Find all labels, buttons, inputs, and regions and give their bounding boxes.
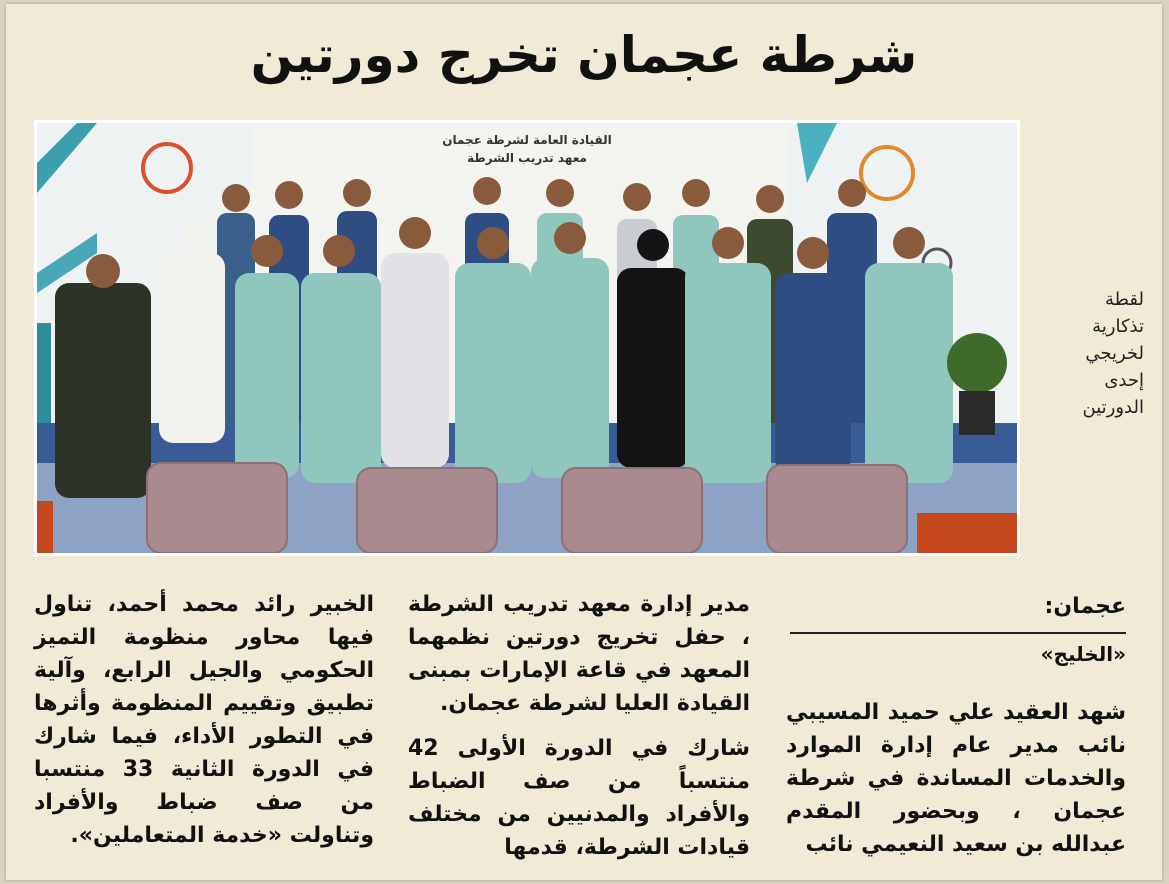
caption-line: إحدى bbox=[1104, 370, 1144, 391]
column-middle bbox=[408, 588, 750, 876]
paragraph: الخبير رائد محمد أحمد، تناول فيها محاور منظومة التميز الحكومي والجيل الرابع، وآلية تطبيق وتقييم المنظومة وأثرها في التطور الأداء، فيما شارك في الدورة الثانية 33 منتسبا من صف ضباط والأفراد وتناولت «خدمة المتعاملين». bbox=[34, 592, 374, 848]
column-left bbox=[34, 588, 374, 864]
caption-line: تذكارية bbox=[1092, 316, 1144, 337]
paragraph: شارك في الدورة الأولى 42 منتسباً من صف الضباط والأفراد والمدنيين من مختلف قيادات الشرطة، قدمها bbox=[408, 736, 750, 860]
dateline: عجمان: bbox=[1044, 594, 1126, 619]
paragraph: مدير إدارة معهد تدريب الشرطة ، حفل تخريج دورتين نظمهما المعهد في قاعة الإمارات بمبنى القيادة العليا لشرطة عجمان. bbox=[408, 592, 750, 716]
paragraph: شهد العقيد علي حميد المسيبي نائب مدير عام إدارة الموارد والخدمات المساندة في شرطة عجمان ، وبحضور المقدم عبدالله بن سعيد النعيمي نائب bbox=[786, 700, 1126, 857]
caption-line: الدورتين bbox=[1082, 397, 1144, 418]
headline: شرطة عجمان تخرج دورتين bbox=[250, 26, 918, 84]
column-right bbox=[786, 696, 1126, 873]
divider bbox=[790, 632, 1126, 634]
banner-line-2: معهد تدريب الشرطة bbox=[467, 151, 587, 165]
caption-line: لخريجي bbox=[1085, 343, 1144, 364]
photo-caption bbox=[1060, 286, 1144, 421]
photo-banner bbox=[417, 131, 637, 167]
banner-line-1: القيادة العامة لشرطة عجمان bbox=[442, 133, 612, 147]
group-photo bbox=[34, 120, 1020, 556]
caption-line: لقطة bbox=[1104, 289, 1144, 310]
source-credit: «الخليج» bbox=[1040, 642, 1126, 666]
photo-illustration bbox=[37, 123, 1017, 553]
